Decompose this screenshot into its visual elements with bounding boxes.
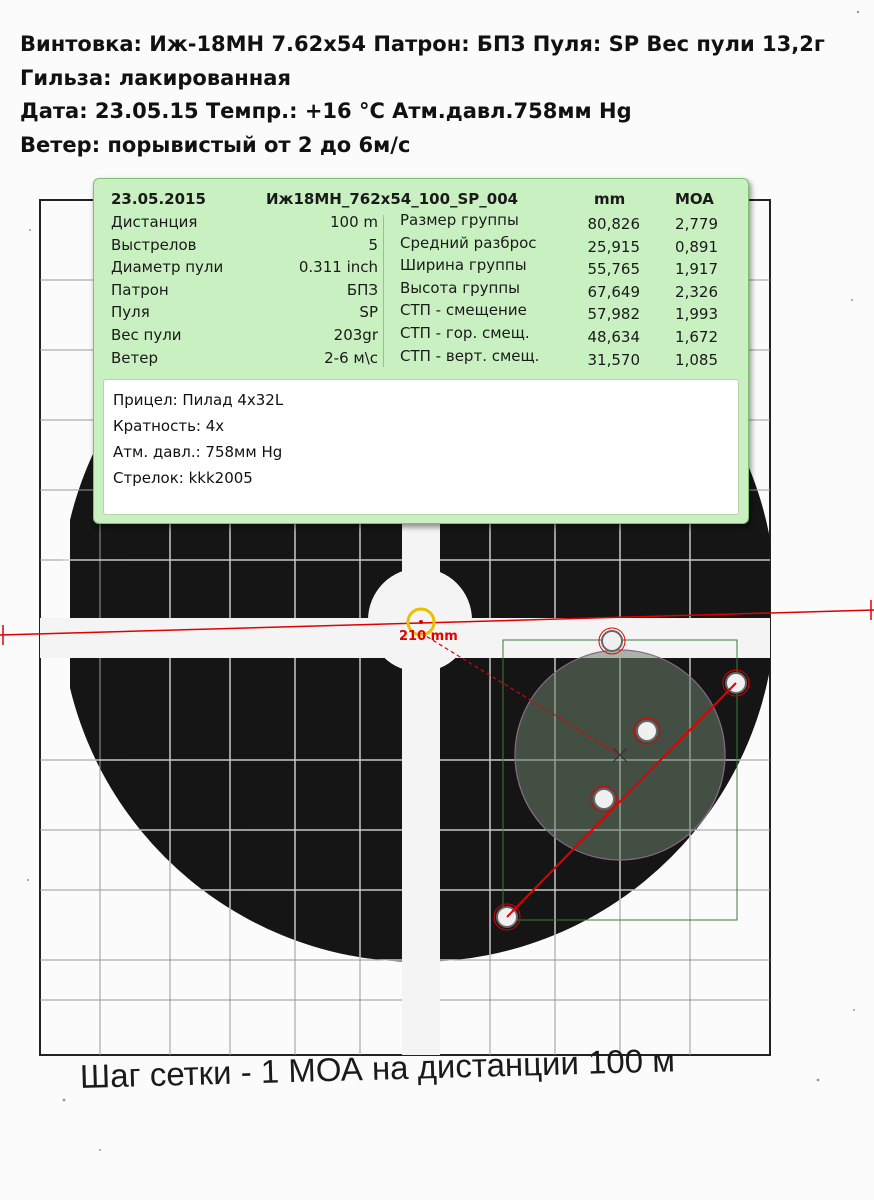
stat-moa-value: 2,779 [675, 215, 718, 233]
stat-label: Ширина группы [400, 256, 527, 275]
param-label: Выстрелов [111, 235, 197, 254]
note-line: Стрелок: kkk2005 [113, 469, 253, 487]
param-label: Диаметр пули [111, 258, 224, 277]
stat-label: СТП - гор. смещ. [400, 324, 530, 342]
param-value: 5 [368, 235, 378, 254]
notes-box [103, 379, 739, 515]
bullet-hole [634, 718, 660, 744]
stat-label: Высота группы [400, 278, 520, 297]
stat-mm-value: 31,570 [587, 350, 640, 369]
stat-moa-value: 1,085 [675, 350, 718, 369]
stat-mm-value: 80,826 [587, 215, 640, 233]
stat-moa-value: 2,326 [675, 282, 718, 301]
stat-mm-value: 67,649 [587, 282, 640, 301]
stats-panel [93, 178, 749, 524]
param-label: Пуля [111, 303, 150, 322]
stat-moa-value: 1,672 [675, 328, 718, 346]
grid-caption: Шаг сетки - 1 МОА на дистанции 100 м [79, 1041, 676, 1095]
param-value: БПЗ [346, 280, 378, 299]
param-label: Ветер [111, 348, 159, 367]
param-value: 0.311 inch [298, 258, 378, 277]
stat-mm-value: 25,915 [587, 237, 640, 256]
stat-mm-value: 55,765 [587, 260, 640, 279]
stat-label: СТП - верт. смещ. [400, 346, 540, 365]
stat-label: СТП - смещение [400, 301, 527, 320]
stat-label: Средний разброс [400, 233, 537, 252]
param-value: 100 m [329, 213, 378, 231]
header-rifle-line: Винтовка: Иж-18МН 7.62x54 Патрон: БПЗ Пуля: SP Вес пули 13,2г [20, 32, 825, 56]
param-label: Вес пули [111, 326, 182, 344]
panel-series: Иж18МН_762x54_100_SP_004 [266, 190, 519, 208]
note-line: Прицел: Пилад 4x32L [113, 391, 284, 409]
stat-moa-value: 0,891 [675, 237, 718, 256]
note-line: Кратность: 4x [113, 417, 225, 435]
param-label: Патрон [111, 280, 169, 299]
param-value: 203gr [333, 326, 378, 344]
header-wind-line: Ветер: порывистый от 2 до 6м/с [20, 132, 411, 157]
param-value: 2-6 м\с [324, 348, 378, 367]
param-value: SP [359, 303, 378, 322]
bullet-hole [599, 628, 625, 654]
panel-separator [383, 215, 384, 367]
stat-moa-value: 1,917 [675, 260, 718, 279]
scale-label: 210 mm [399, 629, 458, 644]
stat-mm-value: 48,634 [587, 328, 640, 346]
param-label: Дистанция [111, 213, 198, 231]
center-white-circle [368, 568, 472, 672]
stat-moa-value: 1,993 [675, 305, 718, 324]
col-mm-header: mm [594, 190, 626, 208]
header-case-line: Гильза: лакированная [20, 65, 291, 90]
panel-date: 23.05.2015 [111, 190, 206, 208]
stat-mm-value: 57,982 [587, 305, 640, 324]
note-line: Атм. давл.: 758мм Hg [113, 443, 283, 461]
stat-label: Размер группы [400, 211, 519, 229]
col-moa-header: MOA [675, 190, 714, 208]
header-date-line: Дата: 23.05.15 Темпр.: +16 °C Атм.давл.758мм Hg [20, 99, 632, 123]
